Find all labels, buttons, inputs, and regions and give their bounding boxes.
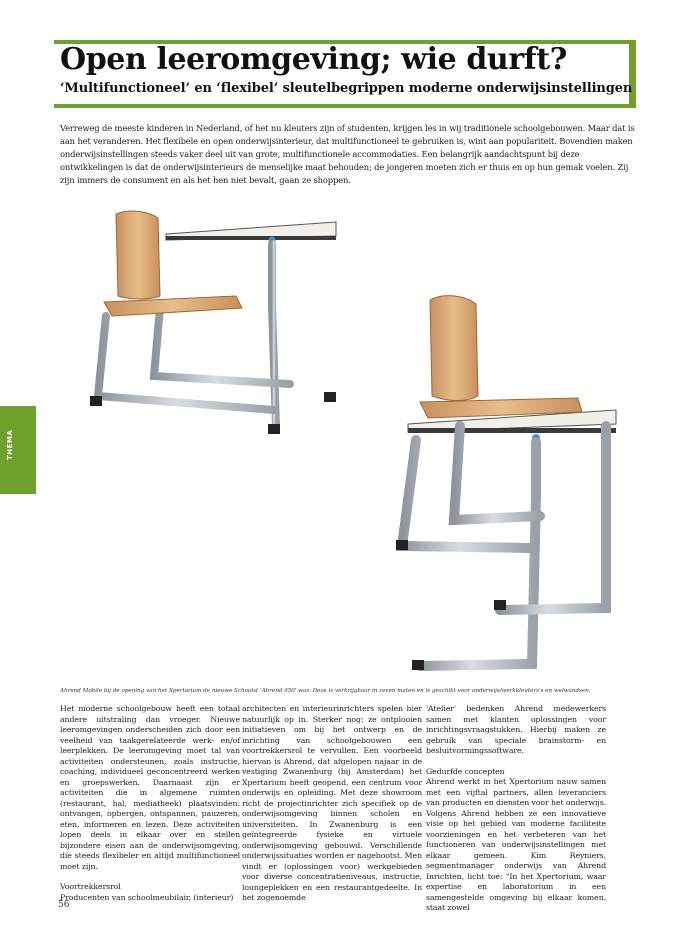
product-photo — [60, 196, 636, 684]
page-number: 56 — [58, 900, 70, 910]
column-3-paragraph-2: Ahrend werkt in het Xpertorium nauw samen met een vijftal partners, allen leveranciers van producten en diensten voor het onderwijs. Volgens Ahrend hebben ze een innovatieve visie op het gebied van moderne faciliteite voorzieningen en het verbeteren van het functioneren van onderwijsinstellingen met elkaar gemeen. Kim Reyniers, segmentmanager onderwijs van Ahrend Inrichten, licht toe: "In het Xpertorium, waar expertise en laboratorium in een samengestelde omgeving bij elkaar komen, staat zowel — [426, 777, 606, 912]
desk-set-left — [90, 211, 336, 434]
subheading-voortrekkersrol: Voortrekkersrol — [60, 882, 121, 891]
column-2-paragraph-1: architecten en interieurinrichters spelen hier natuurlijk op in. Sterker nog: ze ontplooien initiatieven om bij het ontwerp en de inrichting van schoolgebouwen een voortrekkersrol te vervullen. Een voorbeeld hiervan is Ahrend, dat afgelopen najaar in de vestiging Zwanenburg (bij Amsterdam) het Xpertarium heeft geopend, een centrum voor onderwijs en opleiding. Met deze showroom richt de projectinrichter zich specifiek op de onderwijsomgeving binnen scholen en universiteiten. In Zwanenburg is een geïntegreerde fysieke en virtuele onderwijsomgeving gebouwd. Verschillende onderwijssituaties worden er nagebootst. Men vindt er (oplossingen voor) werkgebieden voor diverse concentratieniveaus, instructie, loungeplekken en een restaurantgedeelte. In het zogenoemde — [242, 704, 422, 902]
column-3-paragraph-1: 'Atelier' bedenken Ahrend medewerkers samen met klanten oplossingen voor inrichtingsvraagstukken. Hierbij maken ze gebruik van speciale brainstorm- en besluitvormingssoftware. — [426, 704, 606, 755]
column-1-paragraph-2: Producenten van schoolmeubilair, (interieur) — [60, 892, 234, 902]
desk-set-right — [396, 296, 616, 670]
article-column-3 — [426, 704, 606, 914]
side-tab — [0, 406, 36, 494]
intro-paragraph: Verreweg de meeste kinderen in Nederland, of het nu kleuters zijn of studenten, krijgen les in wij traditionele schoolgebouwen. Maar dat is aan het veranderen. Het flexibele en open onderwijsinterieur, dat multifunctioneel te gebruiken is, wint aan populariteit. Bovendien maken onderwijsinstellingen steeds vaker deel uit van grote, multifunctionele accommodaties. Een belangrijk aandachtspunt bij deze ontwikkelingen is dat de onderwijsinterieurs de menselijke maat behouden; de jongeren moeten zich er thuis en op hun gemak voelen. Zij zijn immers de consument en als het hen niet bevalt, gaan ze shoppen. — [60, 123, 635, 185]
article-column-2 — [242, 704, 422, 904]
subheading-gedurfde-concepten: Gedurfde concepten — [426, 766, 505, 776]
chair-seat-left — [104, 296, 242, 316]
photo-caption: Ahrend Mobile bij de opening van het Xpertarium de nieuwe Schoolst 'Ahrend 950' was. Deze is verkrijgbaar in zeven maten en is geschikt voor onderwijs/werkkleuters's en welwandsen. — [60, 688, 591, 694]
chair-back-left — [116, 211, 160, 299]
chair-back-right — [430, 296, 478, 401]
article-column-1 — [60, 704, 240, 903]
page-subtitle: ‘Multifunctioneel’ en ‘flexibel’ sleutelbegrippen moderne onderwijsinstellingen — [60, 81, 633, 96]
column-1-paragraph-1: Het moderne schoolgebouw heeft een totaal andere uitstraling dan vroeger. Nieuwe leeromgevingen onderscheiden zich door een veelheid van taakgerelateerde werk- en/of leerplekken. De leeromgeving moet tal van activiteiten ondersteunen, zoals instructie, coaching, individueel geconcentreerd werken en groepswerken. Daarnaast zijn er activiteiten die in algemene ruimten (restaurant, hal, mediatheek) plaatsvinden: ontvangen, opbergen, ontspannen, pauzeren, eten, informeren en lezen. Deze activiteiten lopen deels in elkaar over en stellen bijzondere eisen aan de onderwijsomgeving, die steeds flexibeler en altijd multifunctioneel moet zijn. — [60, 704, 240, 871]
page-title: Open leeromgeving; wie durft? — [60, 42, 567, 77]
side-tab-label: THEMA — [6, 429, 14, 460]
